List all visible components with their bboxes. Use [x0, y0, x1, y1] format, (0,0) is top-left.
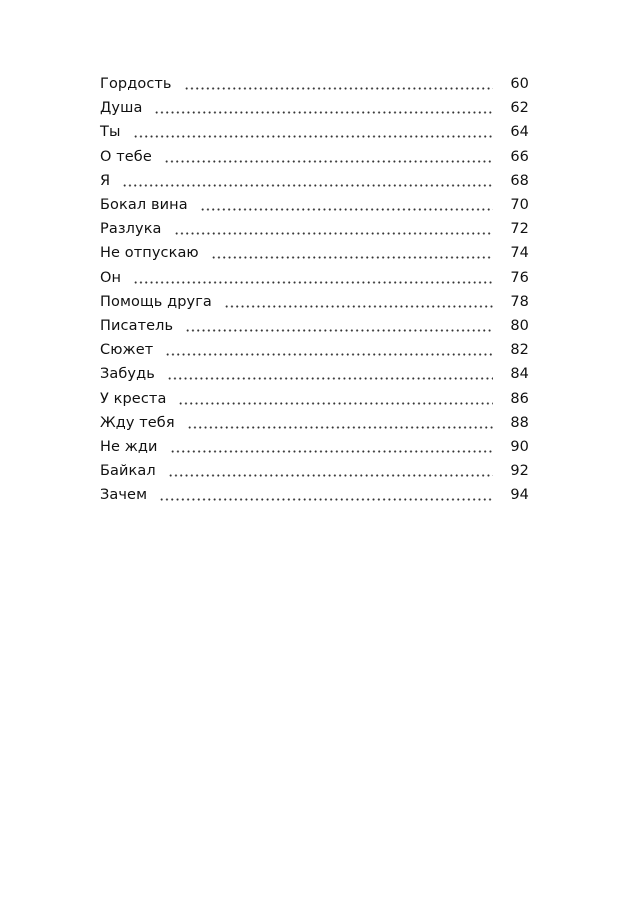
toc-entry-page-number: 84 [510, 366, 529, 383]
dot-leader [159, 498, 493, 501]
toc-entry[interactable] [100, 435, 529, 459]
toc-entry[interactable] [100, 338, 529, 362]
toc-entry[interactable] [100, 290, 529, 314]
toc-entry-page-number: 80 [510, 317, 529, 334]
toc-entry-title: Гордость [100, 76, 176, 92]
dot-leader [178, 402, 493, 405]
toc-entry-page-number: 92 [510, 463, 529, 480]
toc-entry[interactable] [100, 314, 529, 338]
toc-entry[interactable] [100, 145, 529, 169]
toc-entry-title: Байкал [100, 463, 160, 479]
toc-entry-title: Писатель [100, 318, 177, 334]
toc-entry-page-number: 66 [510, 148, 529, 165]
dot-leader [174, 232, 493, 235]
toc-entry[interactable] [100, 362, 529, 386]
toc-entry-title: Разлука [100, 221, 166, 237]
toc-entry-title: Забудь [100, 366, 159, 382]
toc-entry-title: Я [100, 173, 114, 189]
toc-entry-page-number: 74 [510, 245, 529, 262]
dot-leader [133, 281, 493, 284]
toc-entry[interactable] [100, 169, 529, 193]
toc-entry-title: Жду тебя [100, 415, 179, 431]
dot-leader [122, 184, 493, 187]
toc-entry[interactable] [100, 386, 529, 410]
toc-entry-page-number: 86 [510, 390, 529, 407]
toc-entry[interactable] [100, 96, 529, 120]
toc-entry-title: Не отпускаю [100, 245, 203, 261]
toc-entry-page-number: 70 [510, 197, 529, 214]
toc-entry-page-number: 62 [510, 100, 529, 117]
toc-entry-title: Душа [100, 100, 146, 116]
toc-entry-title: Зачем [100, 487, 151, 503]
dot-leader [170, 450, 493, 453]
toc-entry-page-number: 78 [510, 293, 529, 310]
toc-entry-title: Помощь друга [100, 294, 216, 310]
dot-leader [168, 474, 493, 477]
dot-leader [200, 208, 493, 211]
toc-entry-title: Бокал вина [100, 197, 192, 213]
dot-leader [154, 111, 493, 114]
dot-leader [167, 377, 493, 380]
toc-entry-page-number: 68 [510, 172, 529, 189]
toc-entry-title: О тебе [100, 149, 156, 165]
toc-entry[interactable] [100, 72, 529, 96]
dot-leader [224, 305, 493, 308]
toc-entry[interactable] [100, 193, 529, 217]
toc-entry[interactable] [100, 483, 529, 507]
toc-entry-page-number: 60 [510, 76, 529, 93]
dot-leader [184, 87, 493, 90]
toc-entry-title: Ты [100, 124, 125, 140]
dot-leader [133, 135, 493, 138]
toc-entry[interactable] [100, 217, 529, 241]
dot-leader [185, 329, 493, 332]
dot-leader [165, 353, 493, 356]
toc-entry-title: У креста [100, 391, 170, 407]
dot-leader [164, 160, 493, 163]
toc-entry-page-number: 90 [510, 438, 529, 455]
toc-entry-title: Сюжет [100, 342, 157, 358]
toc-entry-page-number: 72 [510, 221, 529, 238]
dot-leader [187, 426, 493, 429]
toc-entry-title: Не жди [100, 439, 162, 455]
toc-entry[interactable] [100, 411, 529, 435]
toc-entry[interactable] [100, 241, 529, 265]
dot-leader [211, 256, 493, 259]
toc-entry[interactable] [100, 266, 529, 290]
toc-entry[interactable] [100, 120, 529, 144]
toc-entry-page-number: 94 [510, 487, 529, 504]
toc-entry-page-number: 82 [510, 342, 529, 359]
toc-entry-page-number: 88 [510, 414, 529, 431]
toc-entry[interactable] [100, 459, 529, 483]
toc-entry-title: Он [100, 270, 125, 286]
toc-entry-page-number: 76 [510, 269, 529, 286]
table-of-contents [100, 72, 529, 507]
toc-entry-page-number: 64 [510, 124, 529, 141]
